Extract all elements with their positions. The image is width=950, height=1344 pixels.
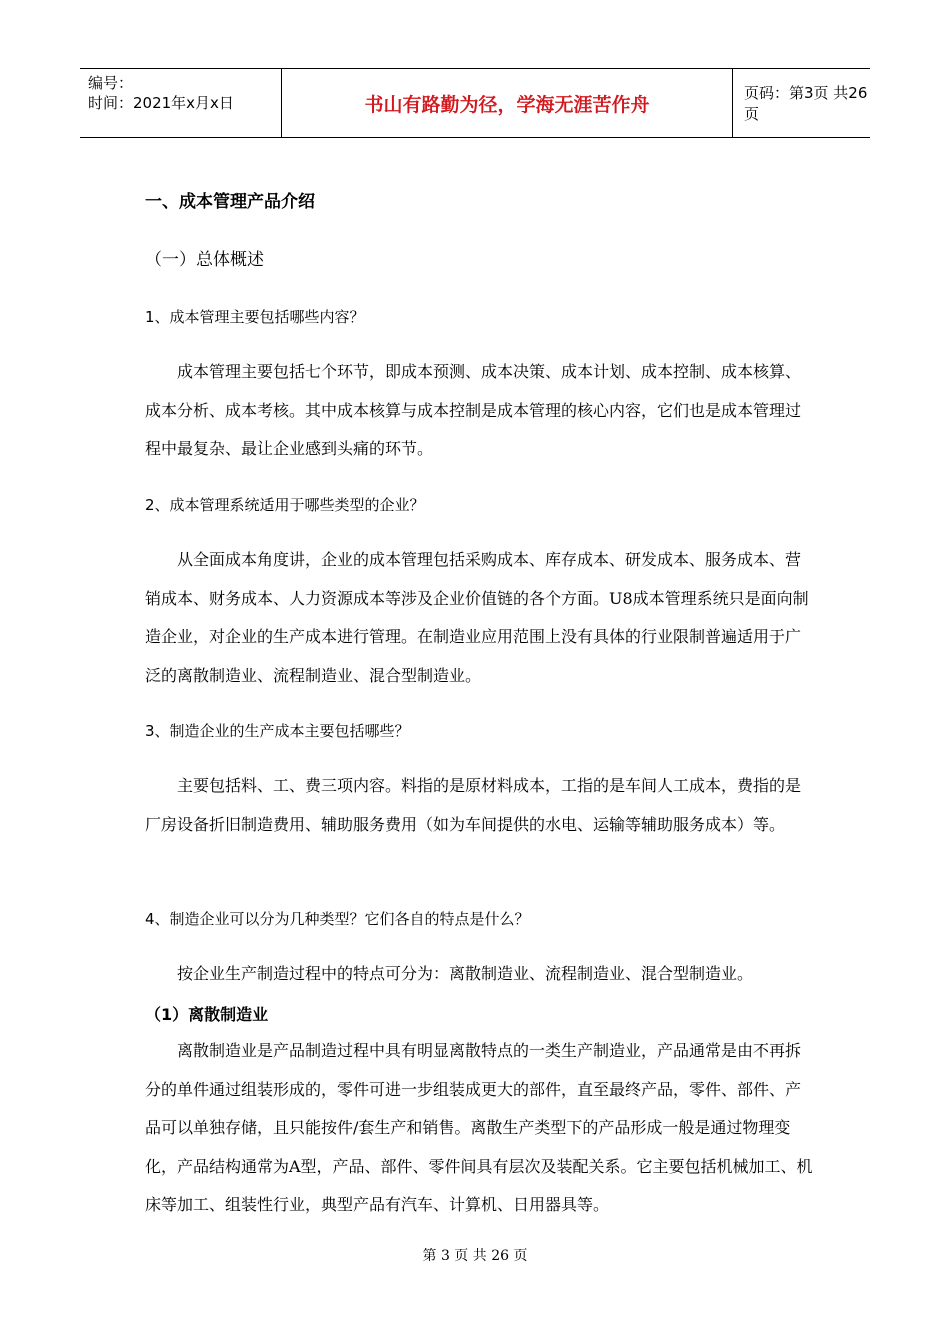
page-header bbox=[80, 68, 870, 138]
question-3: 3、制造企业的生产成本主要包括哪些？ bbox=[145, 722, 410, 740]
answer-1: 成本管理主要包括七个环节，即成本预测、成本决策、成本计划、成本控制、成本核算、成本分析、成本考核。其中成本核算与成本控制是成本管理的核心内容，它们也是成本管理过程中最复杂、最让企业感到头痛的环节。 bbox=[145, 362, 802, 458]
answer-2: 从全面成本角度讲，企业的成本管理包括采购成本、库存成本、研发成本、服务成本、营销成本、财务成本、人力资源成本等涉及企业价值链的各个方面。U8成本管理系统只是面向制造企业，对企业的生产成本进行管理。在制造业应用范围上没有具体的行业限制普遍适用于广泛的离散制造业、流程制造业、混合型制造业。 bbox=[145, 550, 809, 685]
answer-4: 按企业生产制造过程中的特点可分为：离散制造业、流程制造业、混合型制造业。 bbox=[177, 964, 754, 983]
question-4: 4、制造企业可以分为几种类型？它们各自的特点是什么？ bbox=[145, 910, 530, 928]
header-motto: 书山有路勤为径，学海无涯苦作舟 bbox=[282, 69, 733, 137]
answer-3: 主要包括料、工、费三项内容。料指的是原材料成本，工指的是车间人工成本，费指的是厂房设备折旧制造费用、辅助服务费用（如为车间提供的水电、运输等辅助服务成本）等。 bbox=[145, 776, 802, 834]
page-footer: 第 3 页 共 26 页 bbox=[422, 1248, 528, 1264]
discrete-text: 离散制造业是产品制造过程中具有明显离散特点的一类生产制造业，产品通常是由不再拆分的单件通过组装形成的，零件可进一步组装成更大的部件，直至最终产品，零件、部件、产品可以单独存储，且只能按件/套生产和销售。离散生产类型下的产品形成一般是通过物理变化，产品结构通常为A型，产品、部件、零件间具有层次及装配关系。它主要包括机械加工、机床等加工、组装性行业，典型产品有汽车、计算机、日用器具等。 bbox=[145, 1041, 813, 1214]
header-page-info: 页码：第3页 共26页 bbox=[744, 84, 868, 123]
section-title: 一、成本管理产品介绍 bbox=[145, 192, 315, 212]
header-number-label: 编号： bbox=[88, 74, 134, 92]
sub-heading-discrete: （1）离散制造业 bbox=[145, 1005, 269, 1024]
question-2: 2、成本管理系统适用于哪些类型的企业？ bbox=[145, 496, 425, 514]
header-meta bbox=[80, 69, 282, 137]
header-time-label: 时间：2021年x月x日 bbox=[88, 94, 234, 112]
subsection-title: （一）总体概述 bbox=[145, 250, 264, 270]
question-1: 1、成本管理主要包括哪些内容？ bbox=[145, 308, 365, 326]
